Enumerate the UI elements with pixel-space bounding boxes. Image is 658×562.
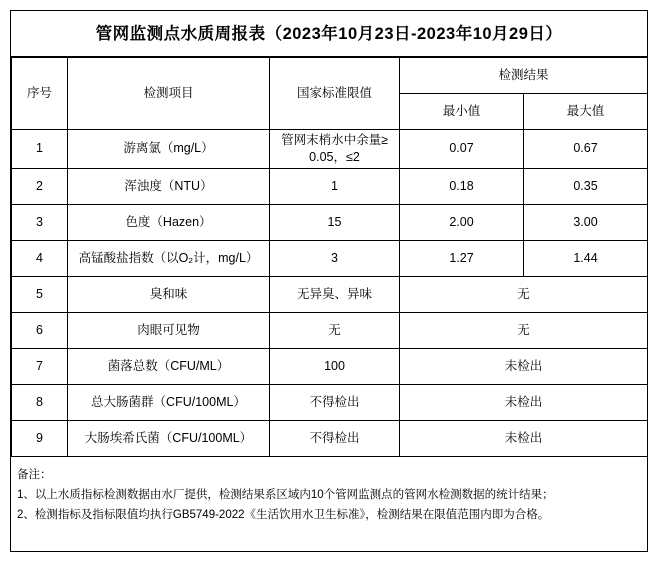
page-title: 管网监测点水质周报表（2023年10月23日-2023年10月29日） [11, 11, 647, 57]
row-no: 8 [12, 384, 68, 420]
row-standard: 3 [270, 240, 400, 276]
row-max: 3.00 [524, 204, 648, 240]
row-result: 无 [400, 276, 648, 312]
row-no: 2 [12, 168, 68, 204]
row-item: 浑浊度（NTU） [68, 168, 270, 204]
table-row [12, 312, 648, 348]
row-no: 9 [12, 420, 68, 456]
header-no: 序号 [12, 58, 68, 130]
table-row [12, 130, 648, 169]
row-standard: 1 [270, 168, 400, 204]
report-frame [10, 10, 648, 552]
row-standard: 无异臭、异味 [270, 276, 400, 312]
row-result: 无 [400, 312, 648, 348]
row-result: 未检出 [400, 348, 648, 384]
notes-line-1: 1、以上水质指标检测数据由水厂提供，检测结果系区域内10个管网监测点的管网水检测数据的统计结果； [17, 488, 554, 501]
table-row [12, 240, 648, 276]
table-row [12, 420, 648, 456]
row-item: 总大肠菌群（CFU/100ML） [68, 384, 270, 420]
water-quality-table [11, 57, 648, 457]
header-max: 最大值 [524, 94, 648, 130]
row-standard-line1: 管网末梢水中余量≥ [281, 133, 388, 147]
notes-block [11, 457, 647, 525]
row-standard: 无 [270, 312, 400, 348]
row-min: 1.27 [400, 240, 524, 276]
header-min: 最小值 [400, 94, 524, 130]
row-max: 0.67 [524, 130, 648, 169]
header-standard: 国家标准限值 [270, 58, 400, 130]
row-item: 肉眼可见物 [68, 312, 270, 348]
row-min: 2.00 [400, 204, 524, 240]
row-no: 6 [12, 312, 68, 348]
notes-line-2: 2、检测指标及指标限值均执行GB5749-2022《生活饮用水卫生标准》，检测结果在限值范围内即为合格。 [17, 509, 550, 521]
row-item: 臭和味 [68, 276, 270, 312]
row-standard [270, 130, 400, 169]
header-item: 检测项目 [68, 58, 270, 130]
notes-label: 备注： [17, 468, 52, 481]
row-standard: 15 [270, 204, 400, 240]
header-result: 检测结果 [400, 58, 648, 94]
row-no: 7 [12, 348, 68, 384]
table-row [12, 168, 648, 204]
row-standard: 不得检出 [270, 384, 400, 420]
row-result: 未检出 [400, 420, 648, 456]
row-standard-line2: 0.05，≤2 [309, 149, 360, 164]
row-standard: 100 [270, 348, 400, 384]
table-row [12, 276, 648, 312]
row-result: 未检出 [400, 384, 648, 420]
row-min: 0.18 [400, 168, 524, 204]
table-header-row-top [12, 58, 648, 94]
row-item: 菌落总数（CFU/ML） [68, 348, 270, 384]
row-item: 高锰酸盐指数（以O₂计，mg/L） [68, 240, 270, 276]
row-min: 0.07 [400, 130, 524, 169]
row-max: 1.44 [524, 240, 648, 276]
row-standard: 不得检出 [270, 420, 400, 456]
table-row [12, 384, 648, 420]
row-no: 3 [12, 204, 68, 240]
row-no: 1 [12, 130, 68, 169]
row-no: 4 [12, 240, 68, 276]
table-row [12, 348, 648, 384]
row-max: 0.35 [524, 168, 648, 204]
row-no: 5 [12, 276, 68, 312]
table-row [12, 204, 648, 240]
row-item: 游离氯（mg/L） [68, 130, 270, 169]
row-item: 色度（Hazen） [68, 204, 270, 240]
row-item: 大肠埃希氏菌（CFU/100ML） [68, 420, 270, 456]
